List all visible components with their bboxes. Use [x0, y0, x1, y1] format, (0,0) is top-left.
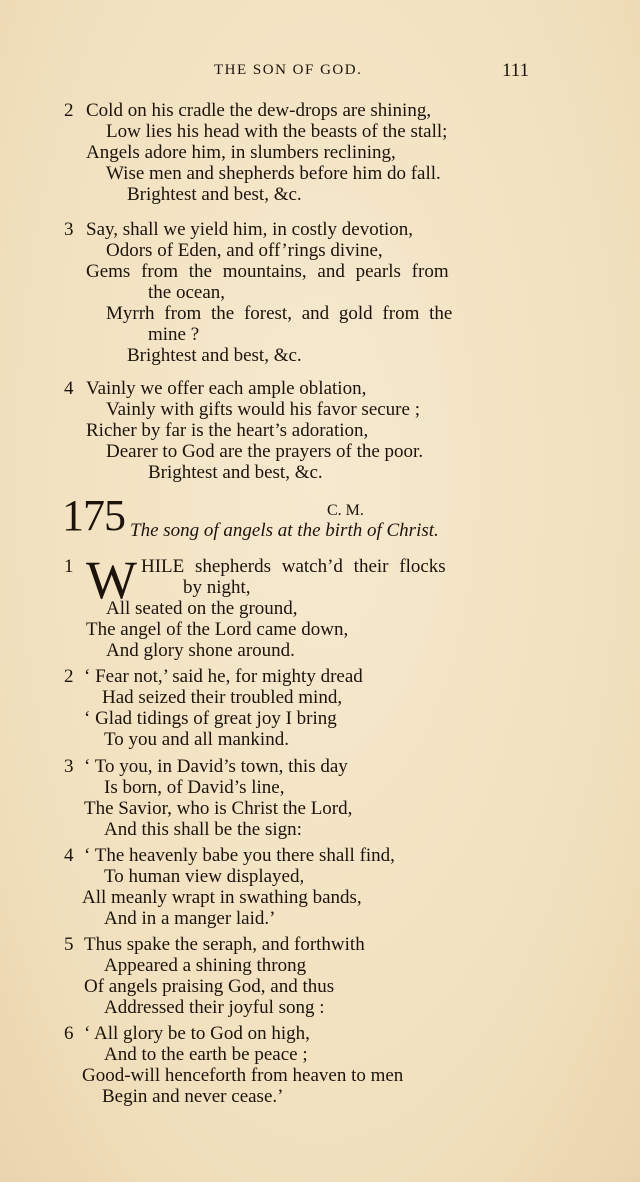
- stanza-number: 3: [64, 219, 74, 240]
- verse-line: All meanly wrapt in swathing bands,: [82, 887, 362, 908]
- verse-line: And to the earth be peace ;: [104, 1044, 308, 1065]
- verse-line: Good-will henceforth from heaven to men: [82, 1065, 404, 1086]
- verse-line: The Savior, who is Christ the Lord,: [84, 798, 353, 819]
- verse-line: Of angels praising God, and thus: [84, 976, 335, 997]
- verse-line: And glory shone around.: [106, 640, 295, 661]
- verse-line: Appeared a shining throng: [104, 955, 307, 976]
- stanza-number: 2: [64, 666, 74, 687]
- verse-line: Is born, of David’s line,: [104, 777, 285, 798]
- verse-line: mine ?: [148, 324, 200, 345]
- verse-line: the ocean,: [148, 282, 226, 303]
- verse-line: Gems from the mountains, and pearls from: [86, 261, 449, 282]
- verse-line: All seated on the ground,: [106, 598, 298, 619]
- refrain-line: Brightest and best, &c.: [127, 345, 302, 366]
- running-head: THE SON OF GOD.: [214, 62, 363, 78]
- verse-line: The angel of the Lord came down,: [86, 619, 349, 640]
- verse-line: To human view displayed,: [104, 866, 305, 887]
- verse-line: HILE shepherds watch’d their flocks: [141, 556, 446, 577]
- page-number: 111: [502, 60, 530, 81]
- verse-line: Richer by far is the heart’s adoration,: [86, 420, 369, 441]
- verse-line: Vainly with gifts would his favor secure ;: [106, 399, 420, 420]
- verse-line: To you and all mankind.: [104, 729, 289, 750]
- stanza-number: 4: [64, 378, 74, 399]
- stanza-number: 5: [64, 934, 74, 955]
- verse-line: Thus spake the seraph, and forthwith: [84, 934, 365, 955]
- verse-line: ‘ Fear not,’ said he, for mighty dread: [84, 666, 363, 687]
- stanza-number: 3: [64, 756, 74, 777]
- verse-line: Begin and never cease.’: [102, 1086, 284, 1107]
- hymn-number: 175: [62, 491, 125, 540]
- verse-line: Say, shall we yield him, in costly devotion,: [86, 219, 414, 240]
- verse-line: Dearer to God are the prayers of the poor.: [106, 441, 424, 462]
- verse-line: Wise men and shepherds before him do fall.: [106, 163, 441, 184]
- verse-line: Had seized their troubled mind,: [102, 687, 343, 708]
- verse-line: by night,: [183, 577, 251, 598]
- verse-line: Low lies his head with the beasts of the stall;: [106, 121, 448, 142]
- refrain-line: Brightest and best, &c.: [148, 462, 323, 483]
- verse-line: Addressed their joyful song :: [104, 997, 325, 1018]
- refrain-line: Brightest and best, &c.: [127, 184, 302, 205]
- verse-line: And in a manger laid.’: [104, 908, 276, 929]
- stanza-number: 2: [64, 100, 74, 121]
- page-header: [0, 60, 640, 86]
- verse-line: And this shall be the sign:: [104, 819, 302, 840]
- drop-cap: W: [86, 550, 137, 610]
- verse-line: Cold on his cradle the dew-drops are shining,: [86, 100, 432, 121]
- verse-line: Angels adore him, in slumbers reclining,: [86, 142, 396, 163]
- verse-line: Odors of Eden, and off’rings divine,: [106, 240, 383, 261]
- verse-line: Vainly we offer each ample oblation,: [86, 378, 367, 399]
- verse-line: ‘ To you, in David’s town, this day: [84, 756, 348, 777]
- stanza-number: 6: [64, 1023, 74, 1044]
- stanza-number: 1: [64, 556, 74, 577]
- stanza-number: 4: [64, 845, 74, 866]
- verse-line: ‘ All glory be to God on high,: [84, 1023, 310, 1044]
- verse-line: ‘ The heavenly babe you there shall find,: [84, 845, 395, 866]
- hymn-subtitle: The song of angels at the birth of Christ.: [130, 520, 439, 541]
- verse-line: Myrrh from the forest, and gold from the: [106, 303, 453, 324]
- hymn-meter: C. M.: [327, 502, 364, 519]
- verse-line: ‘ Glad tidings of great joy I bring: [84, 708, 337, 729]
